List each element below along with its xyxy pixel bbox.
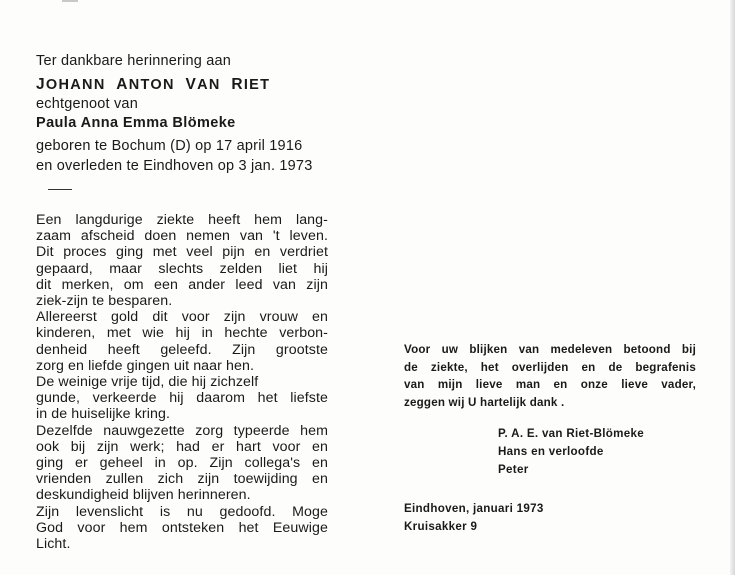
eulogy-line: ook bij zijn werk; had er hart voor en: [36, 438, 328, 455]
eulogy-text: [36, 212, 328, 552]
eulogy-line: zorg en liefde gingen uit naar hen.: [36, 357, 255, 374]
eulogy-line: in de huiselijke kring.: [36, 406, 170, 423]
acknowledgement-line: Voor uw blijken van medeleven betoond bij: [404, 343, 696, 356]
deceased-name: JOHANN ANTON VAN RIET: [36, 76, 271, 93]
eulogy-line: deskundigheid blijven herinneren.: [36, 487, 251, 504]
birth-line: geboren te Bochum (D) op 17 april 1916: [36, 138, 303, 154]
eulogy-line: De weinige vrije tijd, die hij zichzelf: [36, 374, 259, 391]
eulogy-line: ziek-zijn te besparen.: [36, 293, 173, 310]
acknowledgement-line: de ziekte, het overlijden en de begrafenis: [404, 360, 696, 374]
separator-dash: [48, 189, 72, 190]
acknowledgement-line: zeggen wij U hartelijk dank .: [404, 395, 565, 409]
eulogy-line: gunde, verkeerde hij daarom het liefste: [36, 390, 328, 407]
address: Kruisakker 9: [404, 519, 478, 533]
eulogy-line: God voor hem ontsteken het Eeuwige: [36, 519, 328, 536]
eulogy-line: Allereerst gold dit voor zijn vrouw en: [36, 309, 328, 326]
eulogy-line: ging er geheel in op. Zijn collega's en: [36, 455, 328, 472]
signatory-peter: Peter: [498, 462, 529, 476]
death-line: en overleden te Eindhoven op 3 jan. 1973: [36, 158, 313, 174]
relation-text: echtgenoot van: [36, 96, 138, 112]
eulogy-line: dit merken, om een ander leed van zijn: [36, 276, 328, 293]
signatory-son: Hans en verloofde: [498, 444, 604, 458]
acknowledgement-line: van mijn lieve man en onze lieve vader,: [404, 378, 696, 391]
eulogy-line: zaam afscheid doen nemen van 't leven.: [36, 228, 328, 245]
acknowledgement-text: [404, 341, 696, 411]
eulogy-line: Zijn levenslicht is nu gedoofd. Moge: [36, 503, 328, 520]
card-edge: [730, 0, 735, 575]
scan-artifact: [62, 0, 78, 2]
eulogy-line: gepaard, maar slechts zelden liet hij: [36, 260, 328, 277]
eulogy-line: Dezelfde nauwgezette zorg typeerde hem: [36, 422, 328, 439]
signatory-widow: P. A. E. van Riet-Blömeke: [498, 426, 645, 440]
memorial-heading: Ter dankbare herinnering aan: [36, 53, 232, 69]
eulogy-line: vrienden zullen zich zijn toewijding en: [36, 471, 328, 488]
eulogy-line: denheid heeft geleefd. Zijn grootste: [36, 341, 328, 358]
eulogy-line: Dit proces ging met veel pijn en verdriet: [36, 244, 328, 261]
eulogy-line: Een langdurige ziekte heeft hem lang-: [36, 212, 328, 228]
place-date: Eindhoven, januari 1973: [404, 501, 544, 515]
spouse-name: Paula Anna Emma Blömeke: [36, 115, 236, 131]
eulogy-line: Licht.: [36, 536, 71, 553]
eulogy-line: kinderen, met wie hij in hechte verbon-: [36, 325, 328, 342]
